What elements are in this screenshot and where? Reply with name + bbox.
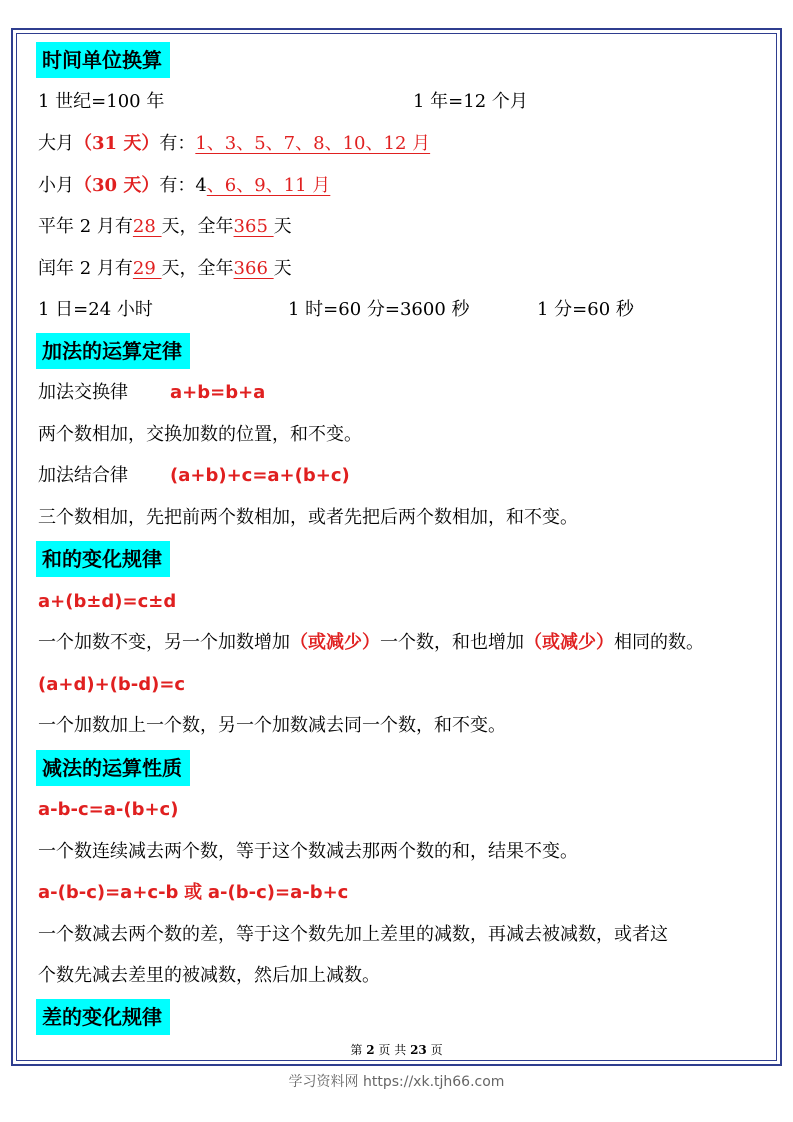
subtraction-formula-2b: a-(b-c)=a-b+c bbox=[207, 882, 349, 903]
common-year-b: 天，全年 bbox=[161, 216, 234, 237]
associative-formula: (a+b)+c=a+(b+c) bbox=[170, 465, 350, 486]
small-month-tag: （30 天） bbox=[74, 175, 160, 196]
subtraction-formula-2a: a-(b-c)=a+c-b bbox=[38, 882, 179, 903]
common-year-a: 平年 2 月有 bbox=[38, 216, 133, 237]
page-label-a: 第 bbox=[350, 1043, 363, 1057]
leap-year-c: 天 bbox=[273, 258, 292, 279]
sum-desc1-tag2: （或减少） bbox=[524, 632, 614, 653]
watermark-text: 学习资料网 https://xk.tjh66.com bbox=[288, 1074, 505, 1090]
leap-year-b: 天，全年 bbox=[161, 258, 234, 279]
associative-label: 加法结合律 bbox=[38, 465, 128, 486]
small-month-prefix: 小月 bbox=[38, 175, 74, 196]
sum-desc1-b: 一个数，和也增加 bbox=[380, 632, 524, 653]
leap-year-total: 366 bbox=[233, 258, 274, 279]
sum-change-formula-1: a+(b±d)=c±d bbox=[38, 591, 177, 612]
line-leap-year bbox=[38, 256, 292, 282]
line-subtraction-desc-1: 一个数连续减去两个数，等于这个数减去那两个数的和，结果不变。 bbox=[38, 841, 578, 862]
line-sum-change-desc-1 bbox=[38, 630, 704, 656]
small-month-first: 4 bbox=[195, 175, 207, 196]
common-year-feb-days: 28 bbox=[132, 216, 162, 237]
page-label-b: 页 共 bbox=[378, 1043, 407, 1057]
page-number bbox=[0, 1041, 793, 1058]
line-hour bbox=[288, 297, 470, 323]
century-text: 1 世纪=100 年 bbox=[38, 91, 165, 112]
line-year bbox=[413, 89, 528, 115]
subtraction-or: 或 bbox=[184, 882, 203, 903]
line-commutative-desc: 两个数相加，交换加数的位置，和不变。 bbox=[38, 424, 362, 445]
common-year-c: 天 bbox=[273, 216, 292, 237]
small-month-has: 有： bbox=[159, 175, 196, 196]
sum-desc1-tag1: （或减少） bbox=[290, 632, 380, 653]
line-century bbox=[38, 89, 164, 115]
page-label-c: 页 bbox=[430, 1043, 443, 1057]
leap-year-a: 闰年 2 月有 bbox=[38, 258, 133, 279]
line-day bbox=[38, 297, 153, 323]
common-year-total: 365 bbox=[233, 216, 274, 237]
line-subtraction-desc-2b: 个数先减去差里的被减数，然后加上减数。 bbox=[38, 965, 380, 986]
heading-time-units: 时间单位换算 bbox=[36, 42, 170, 78]
line-commutative bbox=[38, 380, 128, 406]
line-minute bbox=[537, 297, 634, 323]
line-big-month bbox=[38, 131, 430, 157]
line-associative-desc: 三个数相加，先把前两个数相加，或者先把后两个数相加，和不变。 bbox=[38, 507, 578, 528]
line-common-year bbox=[38, 214, 292, 240]
minute-text: 1 分=60 秒 bbox=[537, 299, 634, 320]
heading-difference-change: 差的变化规律 bbox=[36, 999, 170, 1035]
line-associative bbox=[38, 463, 128, 489]
big-month-list: 1、3、5、7、8、10、12 月 bbox=[195, 133, 431, 154]
heading-sum-change: 和的变化规律 bbox=[36, 541, 170, 577]
subtraction-formula-1: a-b-c=a-(b+c) bbox=[38, 799, 179, 820]
sum-change-formula-2: (a+d)+(b-d)=c bbox=[38, 674, 186, 695]
big-month-prefix: 大月 bbox=[38, 133, 74, 154]
year-text: 1 年=12 个月 bbox=[413, 91, 528, 112]
line-subtraction-formula-2 bbox=[38, 880, 348, 906]
line-subtraction-desc-2a: 一个数减去两个数的差，等于这个数先加上差里的减数，再减去被减数，或者这 bbox=[38, 924, 668, 945]
page-current: 2 bbox=[366, 1043, 375, 1057]
big-month-tag: （31 天） bbox=[74, 133, 160, 154]
heading-addition-laws: 加法的运算定律 bbox=[36, 333, 190, 369]
hour-text: 1 时=60 分=3600 秒 bbox=[288, 299, 470, 320]
line-sum-change-desc-2: 一个加数加上一个数，另一个加数减去同一个数，和不变。 bbox=[38, 715, 506, 736]
big-month-has: 有： bbox=[159, 133, 196, 154]
small-month-rest: 、6、9、11 月 bbox=[206, 175, 331, 196]
commutative-label: 加法交换律 bbox=[38, 382, 128, 403]
day-text: 1 日=24 小时 bbox=[38, 299, 153, 320]
sum-desc1-a: 一个加数不变，另一个加数增加 bbox=[38, 632, 290, 653]
leap-year-feb-days: 29 bbox=[132, 258, 162, 279]
page-total: 23 bbox=[410, 1043, 427, 1057]
sum-desc1-c: 相同的数。 bbox=[614, 632, 704, 653]
heading-subtraction-properties: 减法的运算性质 bbox=[36, 750, 190, 786]
line-small-month bbox=[38, 173, 330, 199]
commutative-formula: a+b=b+a bbox=[170, 382, 266, 403]
